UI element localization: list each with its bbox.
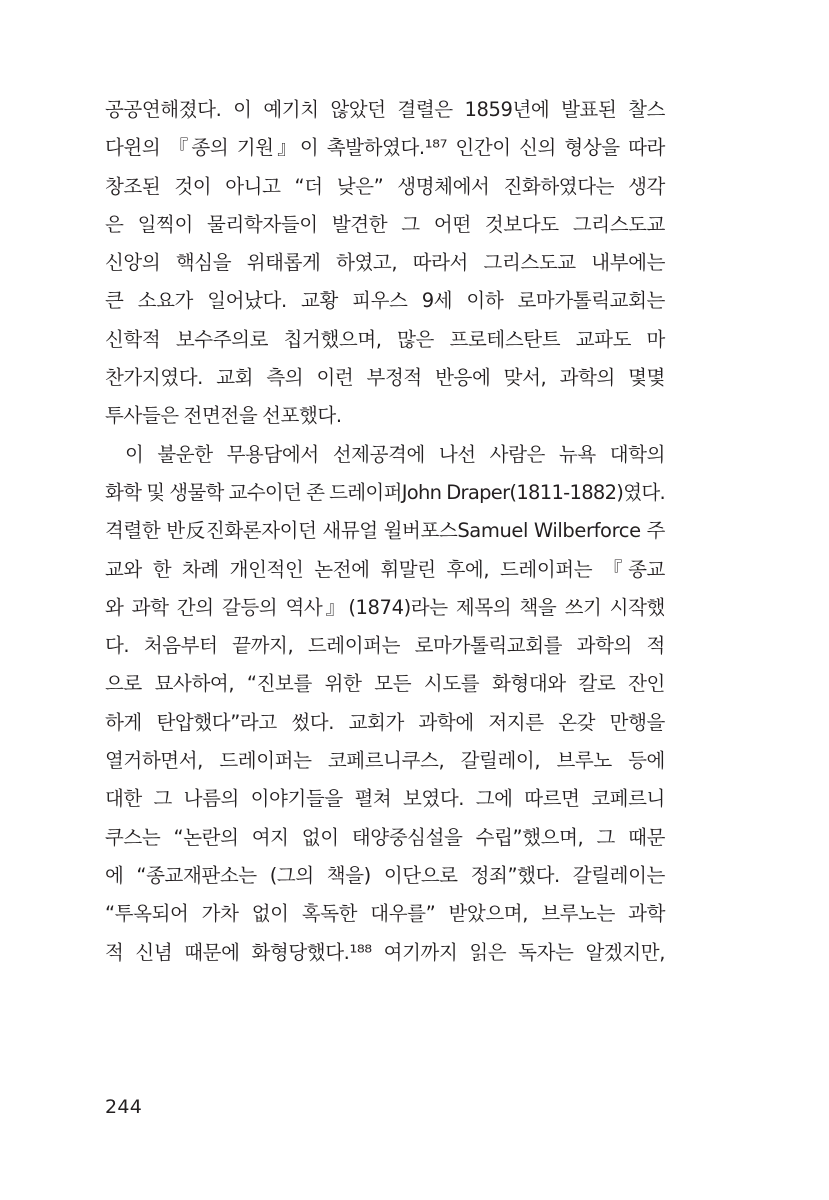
text-line-13: 교와 한 차례 개인적인 논전에 휘말린 후에, 드레이퍼는 『종교	[105, 557, 665, 581]
text-line-23: 적 신념 때문에 화형당했다.¹⁸⁸ 여기까지 읽은 독자는 알겠지만,	[105, 940, 665, 964]
body-text	[105, 91, 665, 972]
text-line-5: 신앙의 핵심을 위태롭게 하였고, 따라서 그리스도교 내부에는	[105, 251, 665, 275]
page-number: 244	[105, 1096, 143, 1118]
text-line-17: 하게 탄압했다”라고 썼다. 교회가 과학에 저지른 온갖 만행을	[105, 710, 665, 734]
text-line-8: 찬가지였다. 교회 측의 이런 부정적 반응에 맞서, 과학의 몇몇	[105, 366, 665, 390]
text-line-20: 쿠스는 “논란의 여지 없이 태양중심설을 수립”했으며, 그 때문	[105, 825, 665, 849]
text-line-9: 투사들은 전면전을 선포했다.	[105, 404, 342, 428]
text-line-6: 큰 소요가 일어났다. 교황 피우스 9세 이하 로마가톨릭교회는	[105, 289, 665, 313]
text-line-3: 창조된 것이 아니고 “더 낮은” 생명체에서 진화하였다는 생각	[105, 174, 665, 198]
text-line-19: 대한 그 나름의 이야기들을 펼쳐 보였다. 그에 따르면 코페르니	[105, 787, 665, 811]
text-line-21: 에 “종교재판소는 (그의 책을) 이단으로 정죄”했다. 갈릴레이는	[105, 863, 665, 887]
text-line-7: 신학적 보수주의로 칩거했으며, 많은 프로테스탄트 교파도 마	[105, 327, 665, 351]
text-line-1: 공공연해졌다. 이 예기치 않았던 결렬은 1859년에 발표된 찰스	[105, 98, 665, 121]
text-line-2: 다윈의 『종의 기원』이 촉발하였다.¹⁸⁷ 인간이 신의 형상을 따라	[105, 136, 665, 160]
text-line-12: 격렬한 반反진화론자이던 새뮤얼 윌버포스Samuel Wilberforce 주	[105, 519, 665, 543]
text-line-11: 화학 및 생물학 교수이던 존 드레이퍼John Draper(1811-1882)였다.	[105, 480, 665, 504]
text-line-10: 이 불운한 무용담에서 선제공격에 나선 사람은 뉴욕 대학의	[125, 442, 665, 466]
text-line-16: 으로 묘사하여, “진보를 위한 모든 시도를 화형대와 칼로 잔인	[105, 672, 665, 696]
text-line-14: 와 과학 간의 갈등의 역사』(1874)라는 제목의 책을 쓰기 시작했	[105, 595, 665, 619]
text-line-22: “투옥되어 가차 없이 혹독한 대우를” 받았으며, 브루노는 과학	[105, 902, 665, 926]
text-line-4: 은 일찍이 물리학자들이 발견한 그 어떤 것보다도 그리스도교	[105, 212, 665, 236]
text-line-18: 열거하면서, 드레이퍼는 코페르니쿠스, 갈릴레이, 브루노 등에	[105, 749, 665, 773]
text-line-15: 다. 처음부터 끝까지, 드레이퍼는 로마가톨릭교회를 과학의 적	[105, 634, 665, 658]
